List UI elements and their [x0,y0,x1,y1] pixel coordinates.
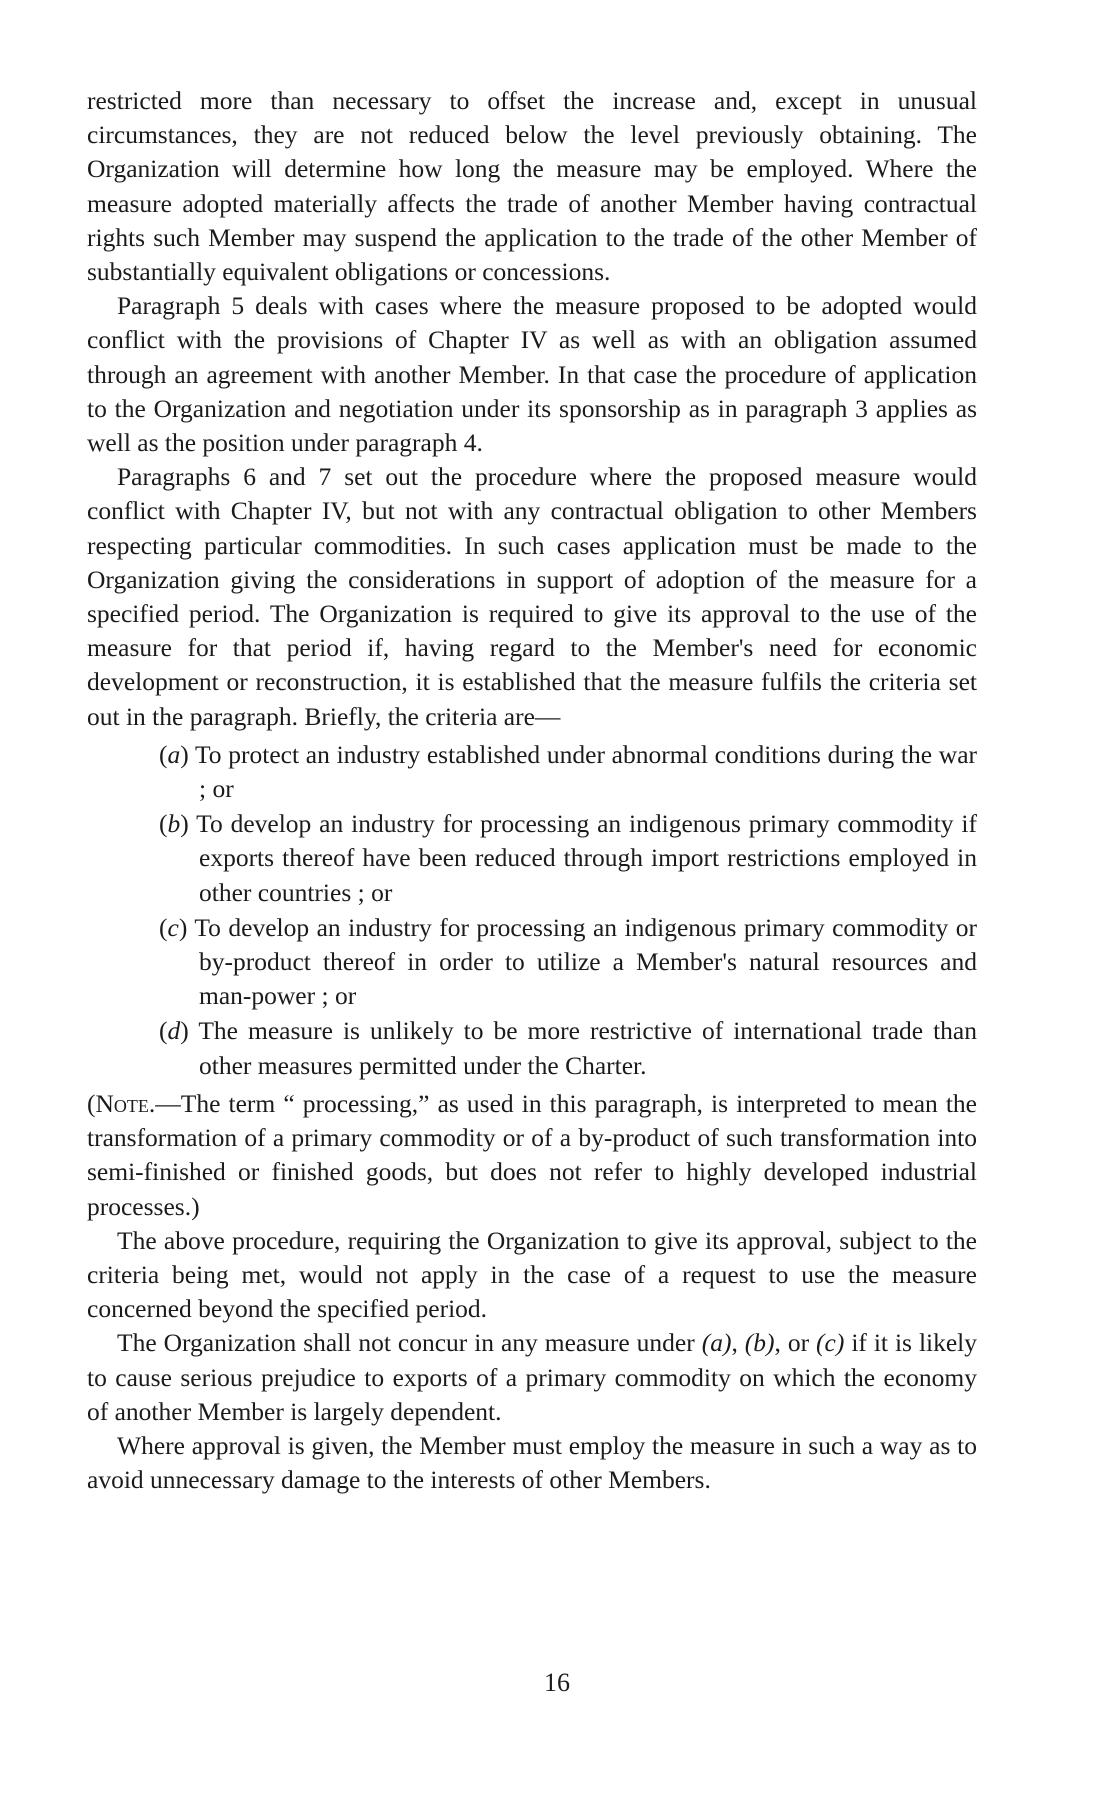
note-label: Note [95,1088,149,1118]
criteria-marker-d: (d) [159,1016,189,1046]
criteria-text-b: To develop an industry for processing an indigenous primary commodity if exports thereof have been reduced through import restrictions employed in other countries ; or [196,809,977,907]
criteria-item-d [87,1014,977,1082]
document-body [87,84,977,1497]
processing-note: (Note.—The term “ processing,” as used in this paragraph, is interpreted to mean the transformation of a primary commodity or of a by-product of such transformation into semi-finished or finished goods, but does not refer to highly developed industrial processes.) [87,1088,977,1221]
ref-c: (c) [816,1328,845,1358]
page-number: 16 [544,1668,570,1697]
criteria-list [87,738,977,1083]
procedure-paragraph: The above procedure, requiring the Organization to give its approval, subject to the criteria being met, would not apply in the case of a request to use the measure concerned beyond the specified period. [87,1225,977,1324]
approval-paragraph: Where approval is given, the Member must employ the measure in such a way as to avoid unnecessary damage to the interests of other Members. [87,1430,977,1495]
criteria-text-c: To develop an industry for processing an indigenous primary commodity or by-product thereof in order to utilize a Member's natural resources and man-power ; or [194,912,978,1011]
criteria-text-d: The measure is unlikely to be more restrictive of international trade than other measures permitted under the Charter. [198,1016,978,1080]
continuation-paragraph: restricted more than necessary to offset the increase and, except in unusual circumstances, they are not reduced below the level previously obtaining. The Organization will determine how long the measure may be employed. Where the measure adopted materially affects the trade of another Member having contractual rights such Member may suspend the application to the trade of the other Member of substantially equivalent obligations or concessions. [87,86,977,287]
ref-a: (a) [701,1328,732,1358]
criteria-marker-c: (c) [159,912,188,942]
concur-paragraph: The Organization shall not concur in any measure under (a), (b), or (c) if it is likely to cause serious prejudice to exports of a primary commodity on which the economy of another Member is largely dependent. [87,1328,978,1426]
ref-b: (b) [744,1328,775,1358]
criteria-item-a [87,738,977,806]
criteria-marker-b: (b) [159,809,189,839]
paragraphs-6-7-summary: Paragraphs 6 and 7 set out the procedure where the proposed measure would conflict with Chapter IV, but not with any contractual obligation to other Members respecting particular commodities. In such cases application must be made to the Organization giving the considerations in support of adoption of the measure for a specified period. The Organization is required to give its approval to the use of the measure for that period if, having regard to the Member's need for economic development or reconstruction, it is established that the measure fulfils the criteria set out in the paragraph. Briefly, the criteria are— [87,462,977,731]
criteria-marker-a: (a) [159,739,189,769]
note-text: .—The term “ processing,” as used in this paragraph, is interpreted to mean the transformation of a primary commodity or of a by-product of such transformation into semi-finished or finished goods, but does not refer to highly developed industrial processes.) [87,1088,977,1221]
criteria-text-a: To protect an industry established under abnormal conditions during the war ; or [195,739,978,804]
criteria-item-b [87,807,977,910]
criteria-item-c [87,911,977,1014]
paragraph-5-summary: Paragraph 5 deals with cases where the measure proposed to be adopted would conflict with the provisions of Chapter IV as well as with an obligation assumed through an agreement with another Member. In that case the procedure of application to the Organization and negotiation under its sponsorship as in paragraph 3 applies as well as the position under paragraph 4. [87,291,977,458]
